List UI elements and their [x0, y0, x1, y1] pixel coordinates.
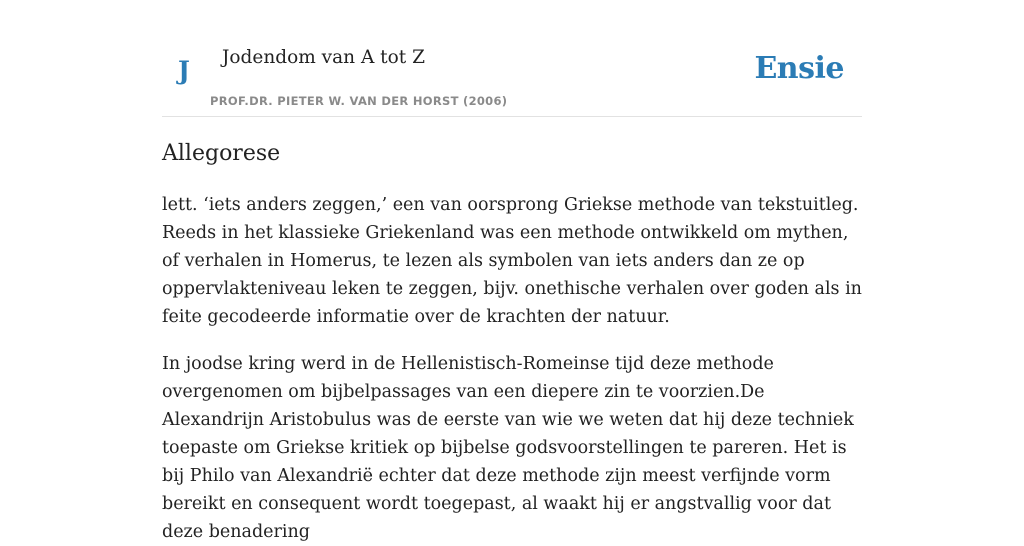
ensie-logo[interactable]: Ensie: [754, 51, 844, 86]
book-logo-icon[interactable]: J: [178, 56, 190, 85]
article-title: Allegorese: [162, 141, 281, 166]
article-paragraph: In joodse kring werd in de Hellenistisch-Romeinse tijd deze methode overgenomen om bijbelpassages van een diepere zin te voorzien.De Alexandrijn Aristobulus was de eerste van wie we weten dat hij deze techniek toepaste om Griekse kritiek op bijbelse godsvoorstellingen te pareren. Het is bij Philo van Alexandrië echter dat deze methode zijn meest verfijnde vorm bereikt en consequent wordt toegepast, al waakt hij er angstvallig voor dat deze benadering: [162, 354, 854, 542]
article: [162, 134, 862, 546]
book-author: PROF.DR. PIETER W. VAN DER HORST (2006): [210, 94, 508, 108]
book-title[interactable]: Jodendom van A tot Z: [222, 47, 425, 68]
article-paragraph: lett. ‘iets anders zeggen,’ een van oorsprong Griekse methode van tekstuitleg. Reeds in het klassieke Griekenland was een methode ontwikkeld om mythen, of verhalen in Homerus, te lezen als symbolen van iets anders dan ze op oppervlakteniveau leken te zeggen, bijv. onethische verhalen over goden als in feite gecodeerde informatie over de krachten der natuur.: [162, 195, 862, 327]
header: [162, 0, 862, 117]
